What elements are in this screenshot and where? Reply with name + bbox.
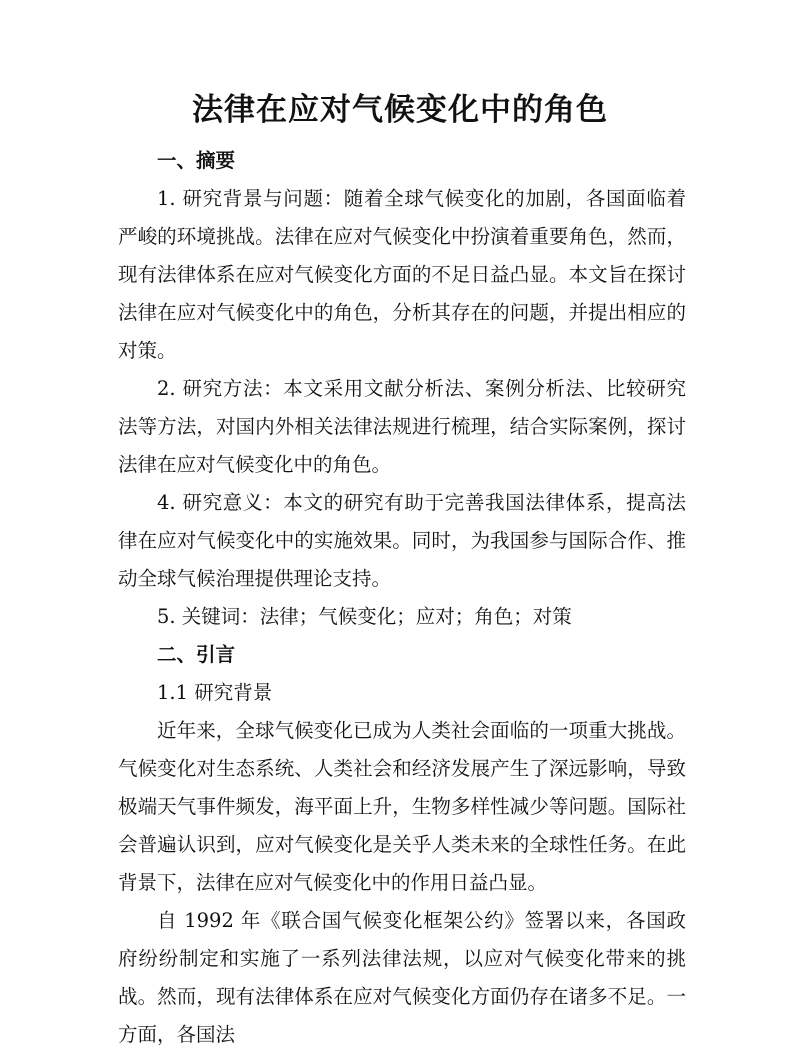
section-heading-introduction: 二、引言 bbox=[157, 643, 236, 666]
section-heading-abstract: 一、摘要 bbox=[157, 149, 236, 172]
abstract-paragraph-background: 1. 研究背景与问题：随着全球气候变化的加剧，各国面临着严峻的环境挑战。法律在应对气候变化中扮演着重要角色，然而，现有法律体系在应对气候变化方面的不足日益凸显。本文旨在探讨法律在应对气候变化中的角色，分析其存在的问题，并提出相应的对策。 bbox=[118, 187, 686, 362]
introduction-paragraph-2: 自 1992 年《联合国气候变化框架公约》签署以来，各国政府纷纷制定和实施了一系列法律法规，以应对气候变化带来的挑战。然而，现有法律体系在应对气候变化方面仍存在诸多不足。一方面，各国法 bbox=[118, 909, 686, 1046]
document-body bbox=[118, 142, 686, 1054]
document-title: 法律在应对气候变化中的角色 bbox=[192, 92, 608, 128]
abstract-paragraph-significance: 4. 研究意义：本文的研究有助于完善我国法律体系，提高法律在应对气候变化中的实施效果。同时，为我国参与国际合作、推动全球气候治理提供理论支持。 bbox=[118, 491, 686, 590]
subsection-heading-background: 1.1 研究背景 bbox=[157, 681, 273, 704]
introduction-paragraph-1: 近年来，全球气候变化已成为人类社会面临的一项重大挑战。气候变化对生态系统、人类社会和经济发展产生了深远影响，导致极端天气事件频发，海平面上升，生物多样性减少等问题。国际社会普遍认识到，应对气候变化是关乎人类未来的全球性任务。在此背景下，法律在应对气候变化中的作用日益凸显。 bbox=[118, 719, 686, 894]
abstract-paragraph-method: 2. 研究方法：本文采用文献分析法、案例分析法、比较研究法等方法，对国内外相关法律法规进行梳理，结合实际案例，探讨法律在应对气候变化中的角色。 bbox=[118, 377, 686, 476]
abstract-paragraph-keywords: 5. 关键词：法律；气候变化；应对；角色；对策 bbox=[157, 605, 572, 628]
